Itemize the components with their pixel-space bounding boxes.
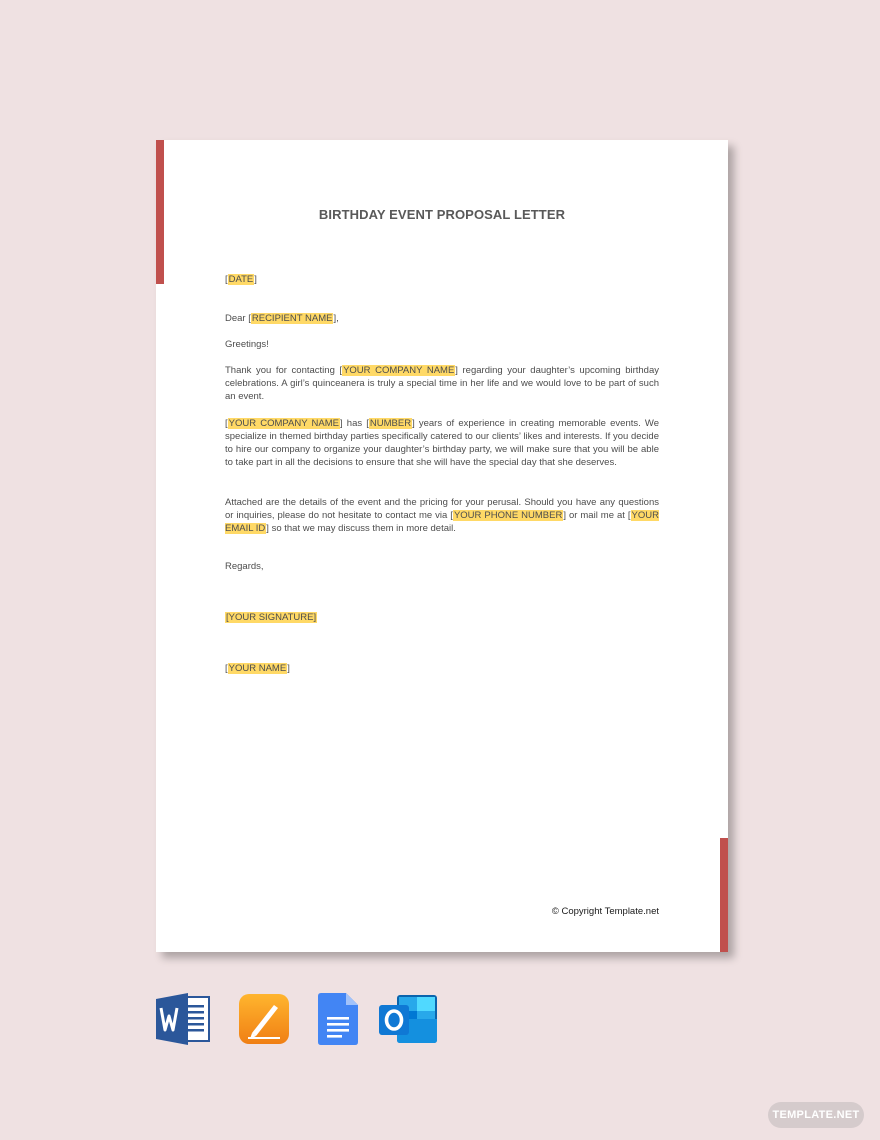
paragraph-3: Attached are the details of the event and the pricing for your perusal. Should you have any questions or inquiries, please do not hesitate to contact me via [YOUR PHONE NUMBER] or mail me at [YOUR EMAIL ID] so that we may discuss them in more detail. <box>225 497 659 534</box>
company-name-field: YOUR COMPANY NAME <box>343 365 455 376</box>
closing: Regards, <box>225 561 264 572</box>
accent-bar-right <box>720 838 728 952</box>
outlook-icon[interactable] <box>379 993 439 1050</box>
signature-line <box>225 611 659 624</box>
your-name-field: YOUR NAME <box>228 663 287 674</box>
document-page <box>156 140 728 952</box>
document-title: BIRTHDAY EVENT PROPOSAL LETTER <box>318 207 566 222</box>
email-id-field: YOUR EMAIL ID <box>225 510 659 534</box>
phone-number-field: YOUR PHONE NUMBER <box>453 510 563 521</box>
paragraph-1: Thank you for contacting [YOUR COMPANY NAME] regarding your daughter’s upcoming birthday celebrations. A girl’s quinceanera is truly a special time in her life and we would love to be part of such an event. <box>225 365 659 402</box>
paragraph-2: [YOUR COMPANY NAME] has [NUMBER] years of experience in creating memorable events. We specialize in themed birthday parties specifically catered to our clients’ likes and interests. If you decide to hire our company to organize your daughter’s birthday party, we will make sure that you will be able to take part in all the decisions to ensure that she will have the special day that she deserves. <box>225 418 659 468</box>
name-line: [YOUR NAME] <box>225 663 290 674</box>
number-field: NUMBER <box>369 418 412 429</box>
date-field: DATE <box>228 274 254 285</box>
template-net-watermark[interactable]: TEMPLATE.NET <box>768 1102 864 1128</box>
recipient-name-field: RECIPIENT NAME <box>251 313 333 324</box>
word-icon[interactable] <box>156 993 212 1050</box>
copyright-notice: © Copyright Template.net <box>551 906 659 917</box>
greeting: Greetings! <box>225 339 269 350</box>
signature-field: [YOUR SIGNATURE] <box>226 612 317 623</box>
app-icons-row <box>156 993 456 1045</box>
google-docs-icon[interactable] <box>318 993 358 1050</box>
date-line: [DATE] <box>225 274 257 285</box>
pages-icon[interactable] <box>238 993 290 1050</box>
salutation: Dear [RECIPIENT NAME], <box>225 313 339 324</box>
company-name-field: YOUR COMPANY NAME <box>228 418 339 429</box>
